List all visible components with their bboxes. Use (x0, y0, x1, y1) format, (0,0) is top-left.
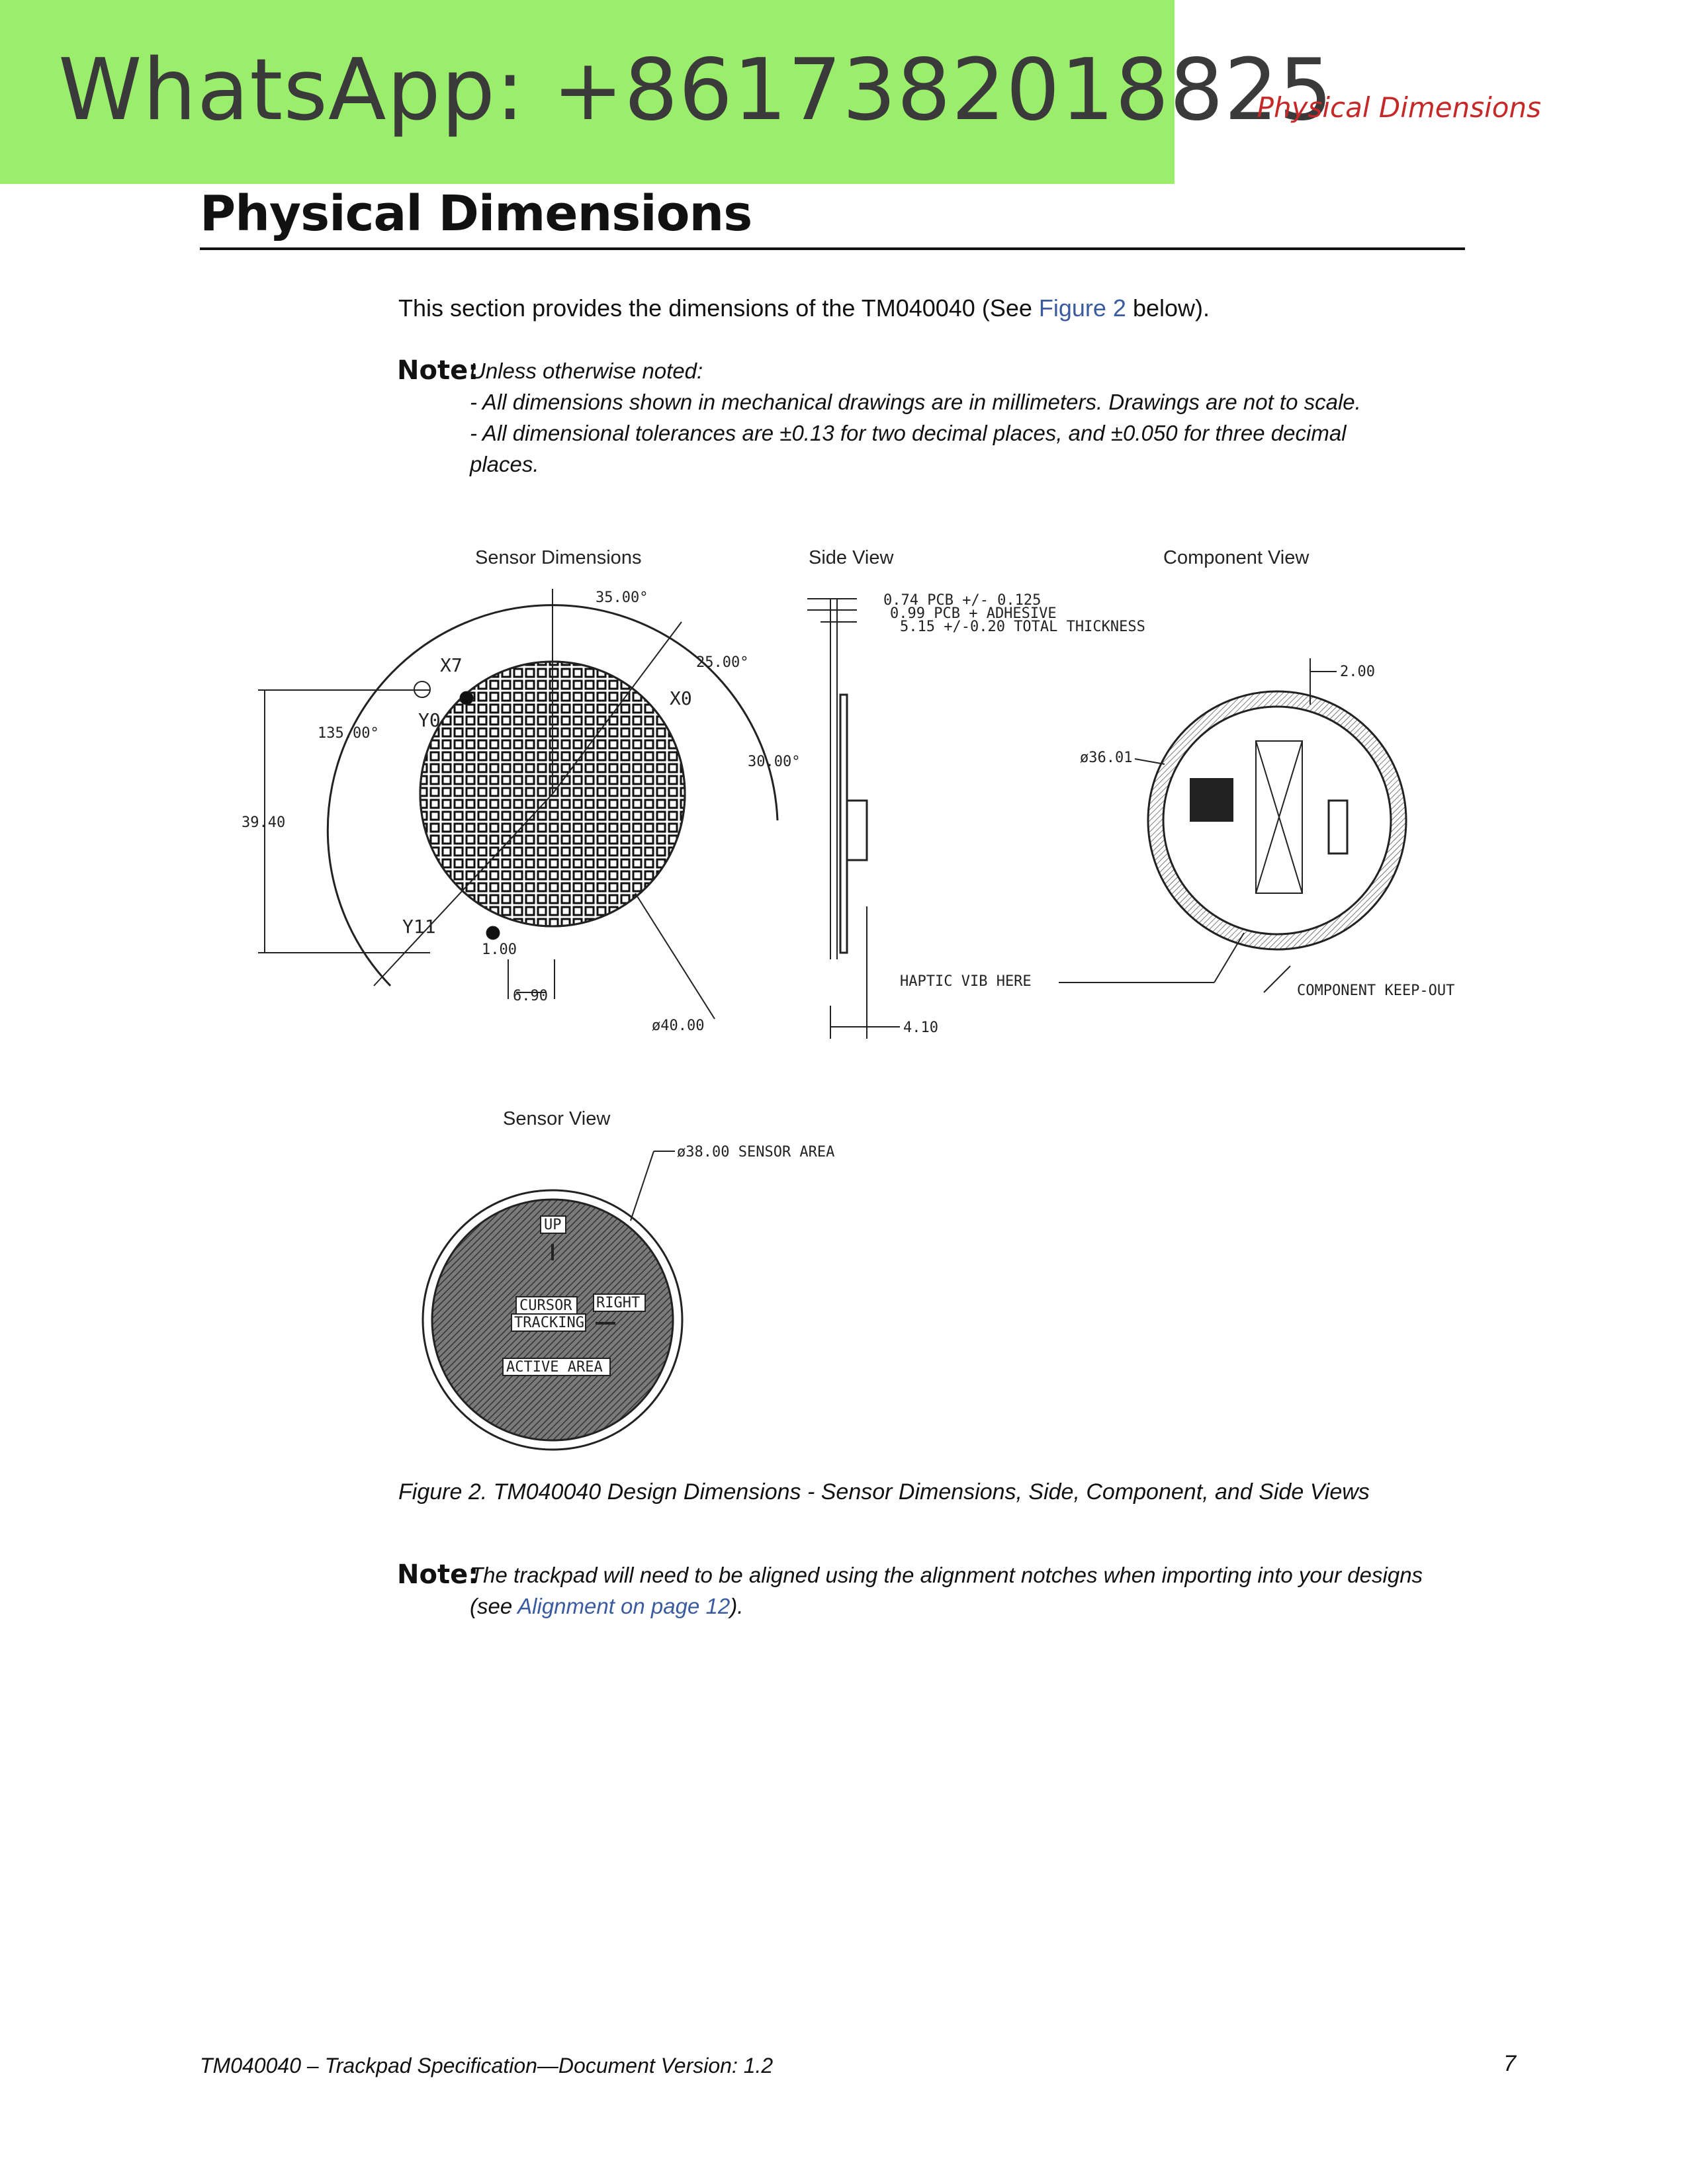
side-dim-height: 4.10 (903, 1020, 938, 1036)
footer-title: TM040040 – Trackpad Specification—Document Version: 1.2 (200, 2054, 774, 2077)
keepout-label: COMPONENT KEEP-OUT (1297, 983, 1455, 999)
dim-angle-35: 35.00° (596, 590, 648, 606)
note-label: Note: (397, 355, 479, 386)
intro-paragraph (398, 294, 1210, 322)
side-dim-total: 5.15 +/-0.20 TOTAL THICKNESS (900, 619, 1145, 635)
note-line: - All dimensions shown in mechanical drawings are in millimeters. Drawings are not to scale. (470, 390, 1361, 414)
title-rule (200, 247, 1465, 250)
dim-pitch: 1.00 (482, 941, 517, 958)
note-units (397, 355, 1489, 480)
label-x7: X7 (440, 654, 463, 676)
component-dim-diameter: ø36.01 (1080, 750, 1133, 766)
side-dim-pcb: 0.74 PCB +/- 0.125 (883, 592, 1042, 609)
watermark-banner (0, 0, 1333, 184)
figure-caption: Figure 2. TM040040 Design Dimensions - Sensor Dimensions, Side, Component, and Side Views (398, 1479, 1370, 1505)
note-alignment (397, 1559, 1489, 1622)
label-y11: Y11 (402, 916, 436, 938)
sensor-dimensions-view (258, 589, 777, 1019)
label-y0: Y0 (418, 709, 441, 731)
running-header: Physical Dimensions (1257, 91, 1541, 124)
side-view-title: Side View (809, 547, 894, 568)
dim-angle-30: 30.00° (748, 754, 801, 770)
side-dim-adhesive: 0.99 PCB + ADHESIVE (890, 605, 1057, 622)
page-title: Physical Dimensions (200, 185, 752, 242)
side-view (807, 599, 900, 1039)
component-view-title: Component View (1163, 547, 1310, 568)
up-label: UP (544, 1217, 562, 1233)
active-area-label: ACTIVE AREA (506, 1359, 603, 1376)
sensor-area-label: ø38.00 SENSOR AREA (677, 1144, 835, 1160)
intro-text-after: below). (1126, 294, 1210, 322)
dim-angle-135: 135.00° (318, 725, 379, 742)
dim-angle-25: 25.00° (696, 654, 749, 671)
note-line-2 (470, 1591, 1489, 1622)
tracking-label: TRACKING (514, 1315, 584, 1331)
note-line: The trackpad will need to be aligned using the alignment notches when importing into your designs (470, 1563, 1423, 1587)
note-line: Unless otherwise noted: (470, 359, 703, 383)
page-number: 7 (1503, 2051, 1516, 2076)
note-line: places. (470, 452, 539, 476)
sensor-dimensions-title: Sensor Dimensions (475, 547, 642, 568)
figure-2-link[interactable]: Figure 2 (1038, 294, 1126, 322)
component-dim-keepout: 2.00 (1340, 664, 1375, 680)
component-view (1059, 658, 1406, 992)
note-text-after: ). (730, 1594, 744, 1618)
intro-text-before: This section provides the dimensions of the TM040040 (See (398, 294, 1039, 322)
note-label: Note: (397, 1559, 479, 1590)
watermark-text: WhatsApp: +8617382018825 (58, 41, 1333, 140)
figure-2-drawing (238, 536, 1495, 1469)
sensor-view-title: Sensor View (503, 1108, 611, 1129)
dim-width: 6.90 (513, 988, 548, 1004)
dim-height: 39.40 (242, 814, 286, 831)
label-x0: X0 (670, 687, 692, 709)
note-text-before: (see (470, 1594, 518, 1618)
note-line: - All dimensional tolerances are ±0.13 for two decimal places, and ±0.050 for three decimal (470, 421, 1347, 445)
alignment-link[interactable]: Alignment on page 12 (517, 1594, 731, 1618)
haptic-profile (847, 801, 867, 860)
dim-diameter: ø40.00 (652, 1018, 705, 1034)
component-ic (1191, 779, 1232, 820)
right-label: RIGHT (596, 1295, 641, 1311)
cursor-label: CURSOR (519, 1297, 572, 1314)
haptic-label: HAPTIC VIB HERE (900, 973, 1032, 990)
